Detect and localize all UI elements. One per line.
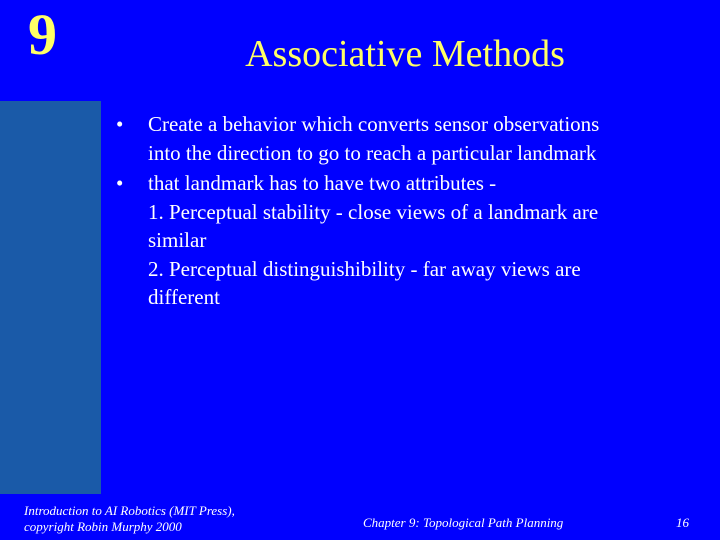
bullet-list: [116, 110, 686, 314]
bullet-line: similar: [148, 228, 207, 252]
footer-source-line: copyright Robin Murphy 2000: [24, 519, 182, 534]
list-item: [116, 169, 686, 312]
footer-source: [24, 503, 235, 535]
bullet-line: into the direction to go to reach a particular landmark: [148, 140, 597, 165]
bullet-line: different: [148, 285, 220, 309]
list-item: [116, 110, 686, 167]
bullet-line: 2. Perceptual distinguishibility - far away views are: [148, 256, 581, 281]
side-band: [0, 101, 101, 494]
bullet-icon: •: [116, 112, 124, 136]
bullet-line: 1. Perceptual stability - close views of a landmark are: [148, 199, 599, 224]
footer-source-line: Introduction to AI Robotics (MIT Press),: [24, 503, 235, 518]
bullet-icon: •: [116, 171, 124, 195]
slide-title: Associative Methods: [245, 33, 565, 75]
chapter-number: 9: [28, 2, 57, 67]
bullet-line: Create a behavior which converts sensor observations: [148, 112, 600, 136]
bullet-line: that landmark has to have two attributes -: [148, 171, 497, 195]
page-number: 16: [676, 515, 689, 530]
footer-chapter: Chapter 9: Topological Path Planning: [363, 515, 564, 530]
